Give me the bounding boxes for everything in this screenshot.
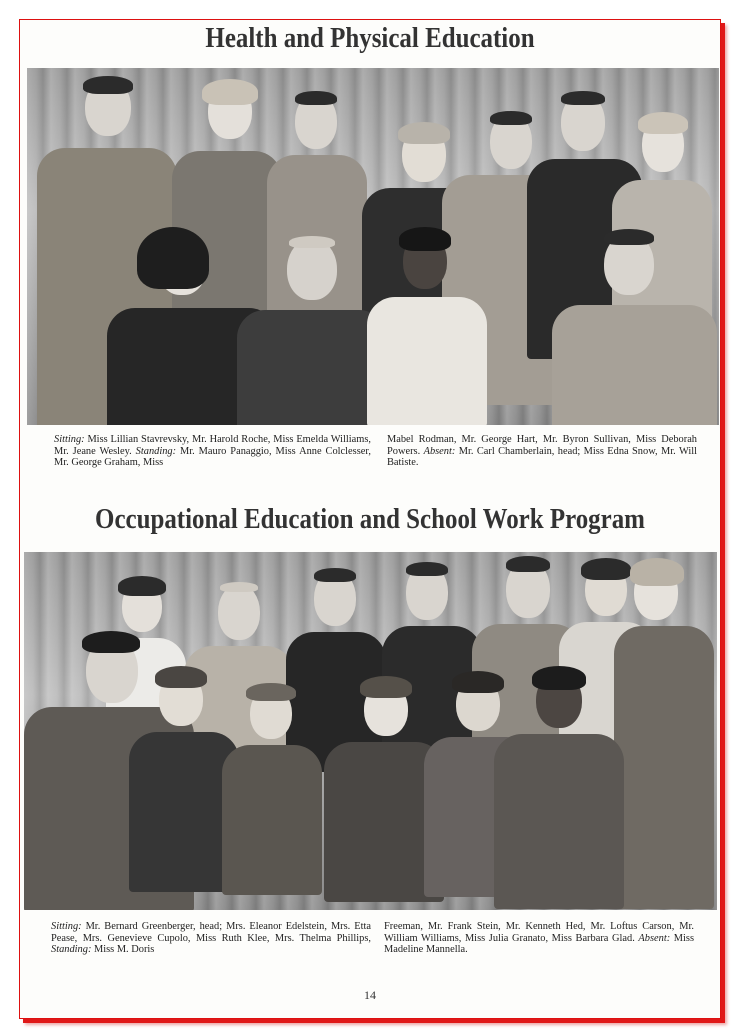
person-figure	[222, 687, 322, 902]
caption-label-standing: Standing:	[51, 944, 92, 956]
person-figure	[367, 233, 487, 423]
caption-label-absent: Absent:	[423, 445, 456, 457]
caption-names: Mr. Bernard Greenberger, head; Mrs. Eleanor Edelstein, Mrs. Etta Pease, Mrs. Genevieve Cupolo, Miss Ruth Klee, Mrs. Thelma Phillips,	[51, 921, 371, 944]
caption-label-absent: Absent:	[638, 932, 671, 944]
person-figure	[552, 233, 717, 423]
caption-names: Freeman, Mr. Frank Stein, Mr. Kenneth Hed, Mr. Loftus Carson, Mr. William Williams, Miss Julia Granato, Miss Barbara Glad.	[384, 921, 694, 944]
caption-names: Miss M. Doris	[91, 944, 155, 956]
section-heading-health: Health and Physical Education	[205, 22, 535, 54]
person-figure	[237, 238, 387, 425]
section-heading-occupational: Occupational Education and School Work Program	[95, 503, 645, 535]
caption-names: Mabel Rodman, Mr. George Hart, Mr. Byron Sullivan, Miss Deborah Powers.	[387, 434, 697, 457]
group-photo-health-faculty	[27, 68, 719, 425]
caption-names: Miss Lillian Stavrevsky, Mr. Harold Roche, Miss Emelda Williams, Mr. Jeane Wesley.	[54, 434, 371, 457]
group-photo-occupational-faculty	[24, 552, 717, 910]
caption-label-sitting: Sitting:	[51, 921, 82, 932]
photo-caption-left	[54, 434, 371, 469]
person-figure	[494, 672, 624, 907]
caption-label-standing: Standing:	[135, 445, 177, 457]
caption-label-sitting: Sitting:	[54, 434, 85, 445]
photo-caption-left	[51, 921, 371, 956]
caption-names: Mr. Carl Chamberlain, head; Miss Edna Snow, Mr. Will Batiste.	[387, 445, 697, 469]
page-number: 14	[364, 988, 376, 1002]
caption-names: Mr. Mauro Panaggio, Miss Anne Colclesser, Mr. George Graham, Miss	[54, 445, 371, 469]
caption-names: Miss Madeline Mannella.	[384, 932, 694, 956]
photo-caption-right	[387, 434, 697, 469]
yearbook-page	[19, 19, 721, 1019]
photo-caption-right	[384, 921, 694, 956]
person-figure	[614, 564, 714, 909]
